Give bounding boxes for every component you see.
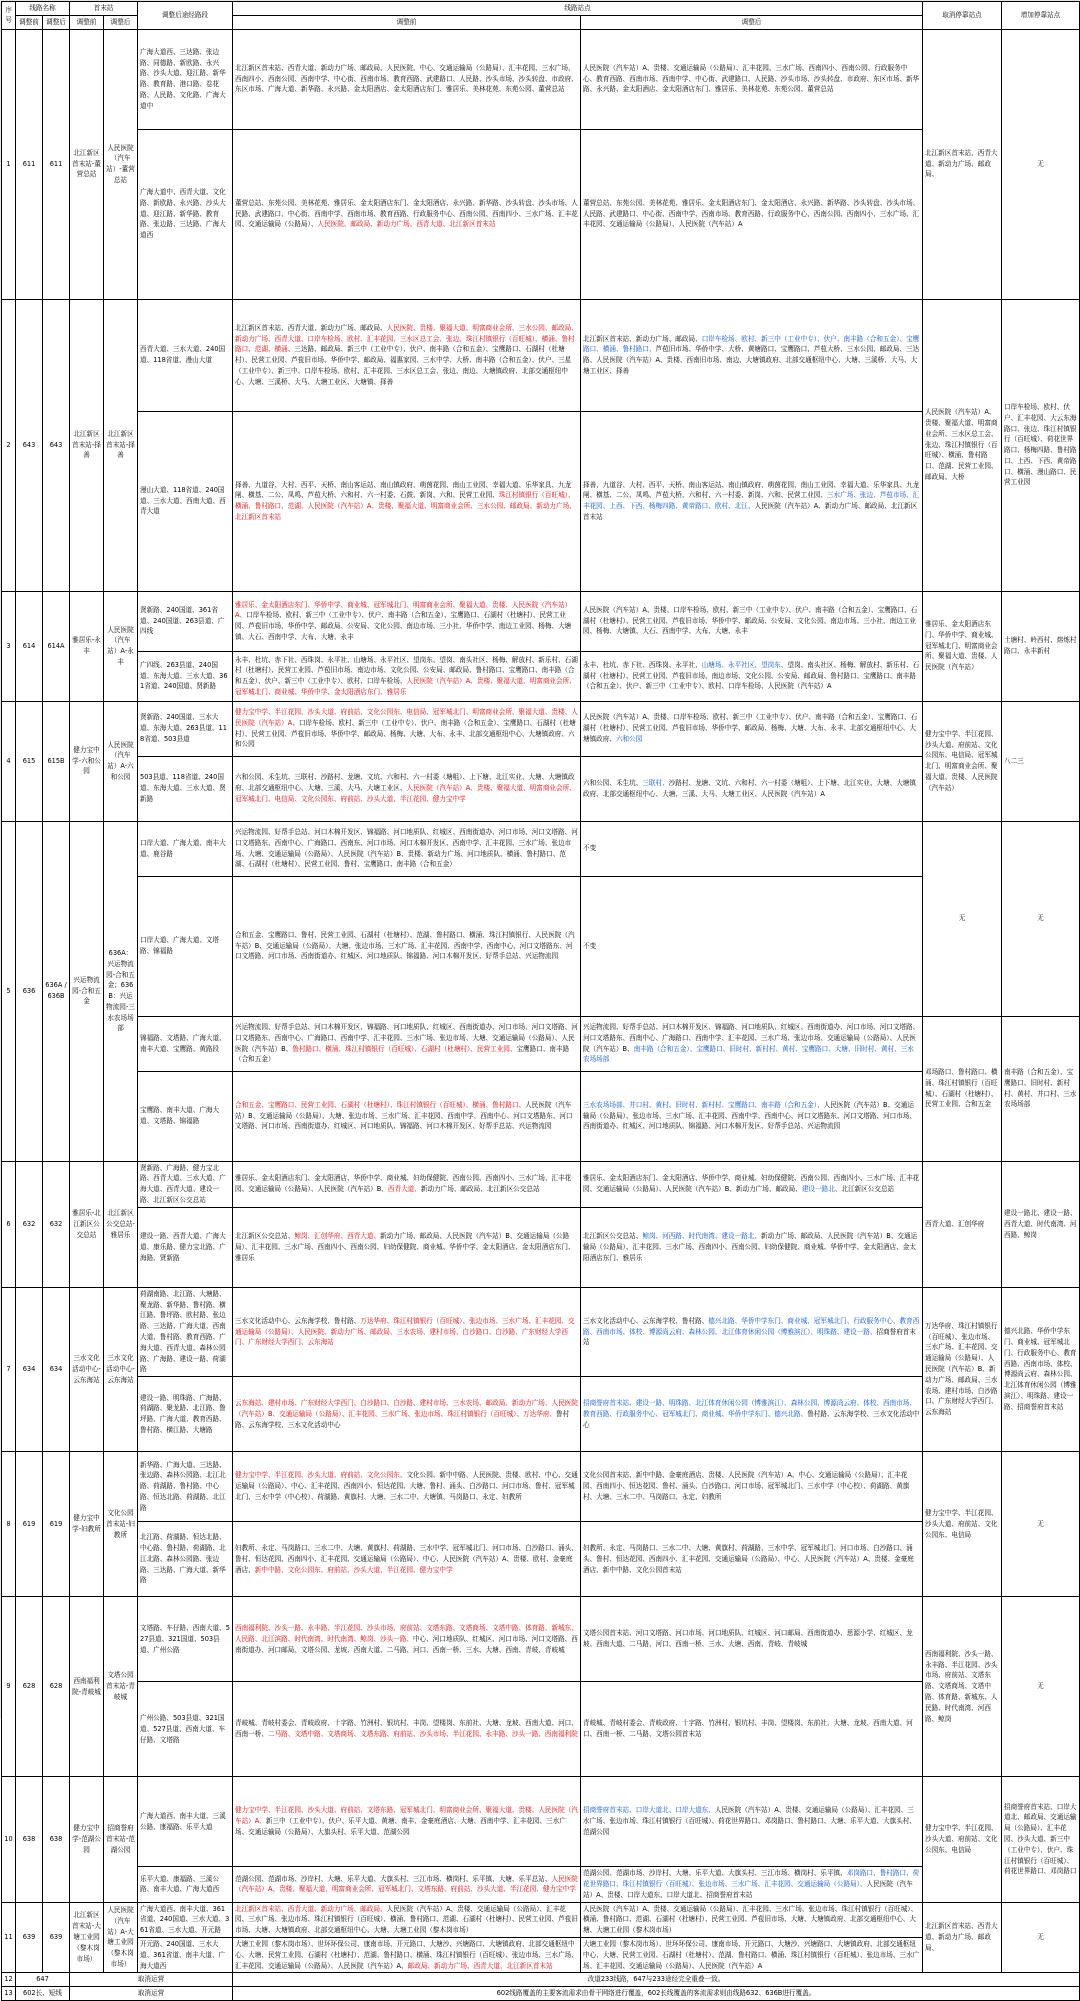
header-terminal-before: 调整前 (70, 15, 104, 29)
stop-run: 雅居乐、金太阳酒店东门、金太阳酒店、华侨中学、商业城、妇幼保健院、西南公园、西南四小、三水广场、汇丰花园、交通运输局（公路局）、人民医院（汽车站）B、 (235, 1174, 572, 1194)
stops-after (581, 411, 923, 591)
header-stops: 线路站点 (233, 2, 923, 16)
table-row (2, 756, 1080, 821)
route-segments: 口岸大道、广海大道、南丰大道、鹿谷路 (138, 821, 233, 876)
stop-run: 三联村、 (642, 778, 669, 787)
stop-run: 人民医院（汽车站）B、交通运输局（公路局）、张边市场、三水广场、汇丰花园、西南中学、西南中心、河口文塔路东、河口文塔路、河口市场、西南街道办、红城区、河口地质队、锦福路、河口木棉开发区、好帮手总站、兴运物流园 (583, 1100, 916, 1131)
stop-run: 南丰路（合和五金）、宝鹰路口、旧时村、新村村、黄村、宝鹰路口、大塘、旧时村、黄村、三水农场场部 (583, 1044, 914, 1064)
stop-run: 、北江新区公交总站 (834, 1185, 895, 1194)
stop-run: 大塘工业园（黎木岗市场）、世环环保公司、康南市场、开元路口、大塘沙、兴塘路口、大塘镇政府、北部交通枢纽中心、大塘、民营工业园、石湖村（杜塘村）、范湖、鲁村路口、横涌、珠江村镇银行（百旺城）、张边市场、三水广场、汇丰花园、交通运输局（公路局）、人民医院（汽车站）A (583, 1939, 920, 1970)
line-after: 615B (43, 701, 70, 821)
line-note: 改道233线路，647与233途经完全重叠一致。 (233, 1973, 1080, 1987)
cancel-stops: 无 (923, 821, 1002, 1016)
stop-run: 邮政局、新动力广场、西青大道、北江新区首末站 (407, 1961, 553, 1970)
stops-before (233, 1452, 581, 1522)
route-segments: 北江路、荷湖路、恒达北路、中心路、鲁村路、荷湖路、北江北路、森林公园路、张边路、三达路、广海大道、新华路 (138, 1522, 233, 1597)
cancel-stops: 北江新区首末站、西青大道、新动力广场、邮政局、 (923, 29, 1002, 299)
route-segments: 荷湖南路、北江路、大塘路、聚龙路、新华路、鲁村路、横江路、鲁坪路、欧村路、张边路、三达路、广海大道、西南大道、鲁村路、教育西路、广海大道、西青大道、森林公园路、广海路、建设一路、荷湖路 (138, 1287, 233, 1376)
row-seq: 3 (2, 591, 16, 701)
stops-after (581, 129, 923, 299)
line-before: 628 (16, 1597, 43, 1777)
cancel-stops: 北江新区首末站、西青大道、新动力广场、邮政局、 (923, 1902, 1002, 1973)
route-segments: 广海大道西、南丰大道、361省道、240国道、三水大道、361省道、三水大道、开元路 (138, 1902, 233, 1937)
line-after: 632 (43, 1161, 70, 1287)
stops-after (581, 821, 923, 876)
stops-after (581, 1522, 923, 1597)
add-stops: 无 (1002, 29, 1080, 299)
route-segments: 广海大道中、西青大道、文化路、新欧路、永兴路、沙头大道、迎江路、新华路、教育路、张边路、三达路、广海大道西 (138, 129, 233, 299)
stop-run: 望岗、南头社区、杨梅、解放村、新乐村、石湖村（杜塘村）、民营工业园、芦苞旧市场、南边市场、文化公园、公安局、邮政局、鲁村路口、宝鹰路口、南丰路（合和五金）、伏户、新三中（工业中专）、欧村、口岸车检场、人民医院（汽车站）A (583, 660, 920, 691)
terminal-before: 健力宝中学-范湖公园 (70, 1777, 104, 1902)
table-row (2, 1973, 1080, 1987)
stop-run: 合和五金、宝鹰路口、鲁村、民营工业园、石湖村（杜塘村）、范湖、鲁村路口、横涌、珠江村镇银行、人民医院（汽车站）B、交通运输局（公路局）、大塘、张边市场、三水广场、汇丰花园、西南中学、西南中心、河口文塔路东、河口文塔路、河口市场、西南街道办、红城区、河口地质队、锦福路、河口木棉开发区、好帮手总站、兴运物流园 (235, 930, 575, 961)
stops-after (581, 1867, 923, 1902)
line-before: 639 (16, 1902, 43, 1973)
stop-run: 新动力广场、邮政局、北江新区公交总站 (420, 1185, 540, 1194)
stop-run: 人民医院、中心、交通运输局（公路局）、汇丰花园、三水广场、西南四小、西南公园、西南中学、中心街、西南市场、教育西路、武建路口、人民路、沙头市场、沙头转盘、市政府、东区市场、广海大道、新华路、永兴路、金太阳酒店、金太阳酒店东门、雅居乐、美林花苑、东苑公园、董营总站 (235, 63, 578, 94)
stop-run: 妇教所、永定、马岗路口、三水二中、大塘、黄旗村、荷湖路、三水中学、冠军城北门、河口市场、白沙路口、涌头、鲁村、恒达花园、西南四小、汇丰花园、交通运输局（公路局）、中心、人民医院（汽车站）A、贵楼、金豪庭酒店、新中中路、文化公园首末站 (583, 1543, 914, 1574)
route-segments: 贤新路、240国道、三水大道、东海大道、263县道、118省道、503县道 (138, 701, 233, 756)
stop-run: 人民医院（汽车站）A、贵楼、交通运输局（公路局）、汇丰花园、三水广场、张边市场、珠江村镇银行（百旺城）、横涌、鲁村路口、范湖、石湖村（杜塘村）、民营工业园、芦苞旧市场、大塘、大塘镇政府、北部交通枢纽中心、大塘、大塘工业园（黎木岗市场） (235, 1904, 578, 1935)
add-stops: 南丰路（合和五金）、宝鹰路口、旧时村、新村村、黄村、井口村、三水农场场部 (1002, 1016, 1080, 1161)
row-seq: 8 (2, 1452, 16, 1597)
terminal-after: 人民医院（汽车站）A-六和公园 (104, 701, 138, 821)
add-stops: 口岸车检场、欧村、伏户、汇丰花园、大云东海路口、张边、珠江村镇银行（百旺城）、荷花世界路口、杨梅四路、鲁村路口、上西、下西、黄帝路口、横涌、漫山路口、民营工业园 (1002, 299, 1080, 591)
table-row (2, 821, 1080, 876)
stop-run: 人民医院（汽车站）A、贵楼、聚福大道、明富商业会所、冠军城北门、文塔东路、府前站、沙头大道、半江花园、健力宝中学 (235, 1874, 578, 1894)
stop-run: 芦苞旧市场、华侨中学、大桥、黄塘路口、宝鹰路口、芦苞大桥、三水公园、邮政局、三达路、人民医院（汽车站）A、贵楼、西南旧市场、南边、大塘镇政府、北部交通枢纽中心、大塘、三溪桥、大马、大塘工业区、择善 (583, 345, 920, 375)
stops-after (581, 299, 923, 411)
stops-before (233, 1867, 581, 1902)
terminal-after: 人民医院（汽车站）A-大塘工业园（黎木岗市场） (104, 1902, 138, 1973)
route-segments: 贤新路、240国道、361省道、240国道、263县道、广四线 (138, 591, 233, 651)
stop-run: 北江新区首末站、新动力广场、邮政局、 (583, 334, 702, 343)
terminal-after: 北江新区首末站-择善 (104, 299, 138, 591)
stop-run: 中心、河口地质队、红城区、河口市场、河口文塔路、西南街道办、河口邮局、文塔公园、龙坡、西南大道、二马路、河口、西南一桥、三水、大塘、西南、青岐、青岐城 (235, 1634, 578, 1654)
cancel-stops: 健力宝中学、半江花园、沙头大道、府前站、文化公园东、电信局、冠军城北门、明富商业会所、聚福大道、贵楼、人民医院（汽车站） (923, 701, 1002, 821)
stop-run: 人民医院（汽车站）A、贵楼、聚福大道、明富商业会所、冠军城北门、商业城、华侨中学、金太阳酒店东门、雅居乐 (235, 677, 576, 696)
stop-run: 文化公园首末站、新中中路、金豪庭酒店、贵楼、人民医院（汽车站）A、中心、交通运输局（公路局）、汇丰花园、西南四小、恒达花园、鲁村、涌头、白沙路口、河口市场、冠军城北门、三水中学（中心校）、荷湖路、黄旗村、大塘、三水二中、马岗路口、永定、妇教所 (583, 1471, 910, 1502)
add-stops: 无 (1002, 1452, 1080, 1597)
stops-after (581, 1071, 923, 1161)
add-stops: 土塘村、岭西村、熔炼村路口、永丰新村 (1002, 591, 1080, 701)
header-add: 增加停靠站点 (1002, 2, 1080, 30)
route-segments: 建设一路、明珠路、广海路、荷湖路、聚龙路、北江路、鲁坪路、广海大道、教育西路、鲁村路、横江路、大塘路 (138, 1377, 233, 1452)
stop-run: 西南福利院、沙头一路、永丰路、半江花园、沙头市场、府前站、文塔东路、文塔商场、文塔中路、体育路、新城东、人民路、北江滨路、时代南湾、时代南湾、鲸岗、沙头一路、 (235, 1623, 578, 1643)
stops-after (581, 1597, 923, 1682)
stop-run: 山塘场、永平社区、望岗东、 (701, 660, 788, 669)
stop-run: 德兴北路、华侨中学东门、商业城、冠军城北门、行政服务中心、教育西路、西南市场、体校、博源尚云府、森林公园、北江体育休闲公园（博雅滨江）、明珠路、建设一路、 (583, 1316, 920, 1336)
stop-run: 西青大道、 (387, 1185, 421, 1194)
add-stops: 德兴北路、华侨中学东门、商业城、冠军城北门、行政服务中心、教育西路、西南市场、体校、博源尚云府、森林公园、北江体育休闲公园（博雅滨江）、明珠路、建设一路、招商誉府首末站 (1002, 1287, 1080, 1451)
stop-run: 北江新区首末站、西青大道、新动力广场、邮政局、 (235, 323, 387, 332)
route-segments: 乐平大道、康福路、三溪公路、南丰大道、广海大道西 (138, 1867, 233, 1902)
stops-after (581, 1377, 923, 1452)
line-before: 611 (16, 29, 43, 299)
stop-run: 不变 (583, 941, 597, 950)
line-note: 602线路覆盖的主要客流需求由骨干网络进行覆盖，602长线覆盖的客流需求则由线路632、636B进行覆盖。 (233, 1987, 1080, 2001)
terminal-after: 招商誉府首末站-范湖公园 (104, 1777, 138, 1902)
stops-after (581, 756, 923, 821)
terminal-before: 健力宝中学-六和公园 (70, 701, 104, 821)
terminal-after: 文化公园首末站-妇教所 (104, 1452, 138, 1597)
row-seq: 1 (2, 29, 16, 299)
stop-run: 范湖公园、范湖市场、沙岸村、大塘、乐平大道、大旗头村、三江市场、横岗村、乐平镇、 (583, 1869, 847, 1878)
stop-run: 三水农场场部、井口村、黄村、旧时村、新村村、宝鹰路口、南丰路（合和五金）、 (583, 1100, 824, 1109)
terminal-after: 北江新区公交总站-雅居乐 (104, 1161, 138, 1287)
stops-before (233, 1377, 581, 1452)
stop-run: 三水文化活动中心、云东海学校、鲁村路、 (583, 1316, 709, 1325)
stop-run: 北江新区首末站、西青大道、新动力广场、邮政局、 (235, 1904, 387, 1913)
line-before: 632 (16, 1161, 43, 1287)
table-row (2, 411, 1080, 591)
line-before: 602长、短线 (16, 1987, 70, 2001)
stop-run: 珠江村镇银行（百旺城）、横涌、鲁村路口、范湖、人民医院（汽车站）A、贵楼、聚福大道、明富商业会所、三水公园、邮政局、新动力广场、北江新区首末站 (235, 491, 576, 521)
stops-after (581, 29, 923, 129)
header-line-name: 线路名称 (16, 2, 70, 16)
table-row (2, 1867, 1080, 1902)
stop-run: 新动力广场、邮政局、人民医院（汽车站）B、交通运输局（公路局）、汇丰花园、三水广场、西南四小、西南公园、妇幼保健院、商业城、华侨中学、金太阳酒店、金太阳酒店东门、雅居乐 (235, 1232, 575, 1262)
stops-before (233, 1597, 581, 1682)
route-segments: 503县道、118省道、240国道、东海大道、三水大道、贤新路 (138, 756, 233, 821)
stop-run: 口岸车检场、欧村、新三中（工业中专）、伏户、南丰路（合和五金）、宝鹰路口、横涌、鲁村路口、 (583, 334, 920, 354)
route-segments: 锦福路、文塔路、广海大道、南丰大道、宝鹰路、黄路段 (138, 1016, 233, 1071)
line-before: 634 (16, 1287, 43, 1451)
stops-before (233, 299, 581, 411)
header-terminal: 首末站 (70, 2, 138, 16)
table-row (2, 1902, 1080, 1937)
table-row (2, 1377, 1080, 1452)
table-row (2, 1016, 1080, 1071)
stop-run: 文化公园、新中中路、人民医院、贵楼、欧村、中心、交通运输局（公路局）、中心、汇丰花园、西南四小、恒达花园、大塘、鲁村、涌头、白沙路口、河口市场、鲁村、冠军城北门、三水中学（中心校）、荷湖路、黄旗村、大塘、三水二中、大塘镇、马岗路口、永定、妇教所 (235, 1471, 578, 1502)
row-seq: 11 (2, 1902, 16, 1973)
row-seq: 7 (2, 1287, 16, 1451)
header-stops-after: 调整后 (581, 15, 923, 29)
line-before: 647 (16, 1973, 70, 1987)
stop-run: 邓岗路口、鲁村路口、荷花世界路口、珠江村镇银行（百旺城）、张边市场、三水广场、汇丰花园、交通运输局（公路局）、 (583, 1869, 920, 1888)
line-after: 638 (43, 1777, 70, 1902)
stop-run: 招商誉府首末站、建设一路、明珠路、北江体育休闲公园（博雅滨江）、森林公园、博源尚云府、体校、西南市场、教育西路、行政服务中心、冠军城北门、商业城、华侨中学东门、德兴北路、 (583, 1398, 916, 1418)
add-stops: 招商誉府首末站、口岸大道北、邮政局、交通运输局（公路局）、汇丰花园、沙头大道、新三中（工业中专）、伏户、珠江村镇银行（百旺城）、荷花世界路口、邓岗路口 (1002, 1777, 1080, 1902)
stops-after (581, 876, 923, 1016)
stop-run: 三水文化活动中心、云东海学校、鲁村路、 (235, 1316, 361, 1325)
stop-run: 人民医院（汽车站）A、贵楼、口岸车检场、欧村、新三中（工业中专）、伏户、南丰路（合和五金）、宝鹰路口、石湖村（杜塘村）、民营工业园、芦苞旧市场、华侨中学、邮政局、公安局、文化公园、南边市场、三小社、南边工业园、杨梅、大塘镇、大石、西南中学、大布、大塘、永丰 (583, 605, 918, 636)
cancel-stops: 雅居乐、金太阳酒店东门、华侨中学、商业城、冠军城北门、明富商业会所、聚福大道、贵楼、人民医院（汽车站） (923, 591, 1002, 701)
row-seq: 5 (2, 821, 16, 1161)
cancel-stops: 健力宝中学、半江花园、沙头大道、府前站、文化公园东、电信局 (923, 1452, 1002, 1597)
route-segments: 贤新路、广海路、健力宝北路、西青大道、三水大道、广海大道、西青大道、建设一路、北江新区公交总站 (138, 1161, 233, 1207)
header-route-after: 调整后途经路段 (138, 2, 233, 30)
table-row (2, 651, 1080, 701)
stop-run: 青岐城、青岐村委会、青岐政府、十字路、竹洲村、银坑村、丰岗、望楼岗、东前社、大塘、龙坡、西南大道、河口、西南一桥、二马路、文塔公园首末站 (583, 1719, 913, 1739)
stop-run: 人民医院、贵楼、聚福大道、明富商业会所、三水公园、邮政局、新动力广场、西青大道、口岸车检场、欧村、汇丰花园、三水区总工会、张边、珠江村镇银行（百旺城）、横涌、鲁村路口、范湖、横涌 (235, 323, 578, 354)
line-status: 取消运营 (70, 1973, 233, 1987)
stop-run: 兴运物流园、好帮手总站、河口木棉开发区、锦福路、河口地质队、红城区、西南街道办、河口市场、河口文塔路、河口文塔路东、西南中心、广海路口、西南中学、汇丰花园、三水广场、张边市场、交通运输局（公路局）、人民医院（汽车站）B、 (583, 1023, 920, 1053)
stop-run: 兴运物流园、好帮手总站、河口木棉开发区、锦福路、河口地质队、红城区、西南街道办、河口市场、河口文塔路、河口文塔路东、西南中心、广海路口、西南中学、汇丰花园、三水广场、张边市场、大塘、交通运输局（公路局）、人民医院（汽车站）B、 (235, 1023, 578, 1053)
line-after: 614A (43, 591, 70, 701)
row-seq: 12 (2, 1973, 16, 1987)
stop-run: 人民医院（汽车站）A、贵楼、交通运输局（公路局）、汇丰花园、三水广场、张边市场、珠江村镇银行（百旺城）、荷花世界路口、邓岗路口、鲁村路口、大塘、乐平大道、大旗头村、范湖公园 (583, 1806, 916, 1837)
row-seq: 2 (2, 299, 16, 591)
terminal-before: 北江新区首末站-大塘工业园（黎木岗市场） (70, 1902, 104, 1973)
stop-run: 招商誉府首末站 (583, 1327, 916, 1347)
stops-before (233, 29, 581, 129)
stop-run: 人民医院（汽车站）A、贵楼、口岸大道东、口岸大道北、招商誉府首末站 (583, 1879, 913, 1899)
terminal-before: 三水文化活动中心-云东海站 (70, 1287, 104, 1451)
stops-after (581, 1161, 923, 1207)
stops-before (233, 1071, 581, 1161)
stop-run: 二马路、文塔中路、文塔商场、文塔东路、府前站、沙头市场、半江花园、永丰路、沙头一路、西南福利院 (267, 1730, 578, 1739)
stop-run: 宝鹰路口、南丰路（合和五金） (235, 1044, 570, 1064)
table-row (2, 1522, 1080, 1597)
stop-run: 新三中（工业中专）、伏户、乐平大道、黄塘、南丰、金豪庭酒店、大塘、西南中学、汇丰花园、三水广场、交通运输局（公路局）、大旗头村、乐平大道、范湖公园 (235, 1817, 566, 1837)
stop-run: 、三达路、邮政局、新三中（工业中专）、伏户、南丰路（合和五金）、宝鹰路口、石湖村（杜塘村）、民营工业园、芦苞旧市场、华侨中学、邮政局、福惠家园、三水中学、大桥、南丰路（合和五金）、伏户、三星（工业中专）、新三中、口岸车检场、欧村、汇丰花园、三水区总工会、张边、南边、大塘镇政府、北部交通枢纽中心、大塘、三溪桥、大马、大塘工业区、大塘镇、择善 (235, 345, 572, 386)
line-after: 611 (43, 29, 70, 299)
stop-run: 北江新区公交总站、 (583, 1232, 643, 1241)
table-row (2, 129, 1080, 299)
stops-before (233, 1937, 581, 1972)
stops-before (233, 701, 581, 756)
stop-run: 雅居乐、金太阳酒店东门、华侨中学、商业城、冠军城北门、明富商业会所、聚福大道、贵楼、人民医院（汽车站）A、 (235, 600, 572, 620)
stops-after (581, 1016, 923, 1071)
cancel-stops: 健力宝中学、半江花园、沙头大道、府前站、文化公园东、电信局 (923, 1777, 1002, 1902)
line-after: 628 (43, 1597, 70, 1777)
line-after: 619 (43, 1452, 70, 1597)
add-stops: 八二三 (1002, 701, 1080, 821)
header-stops-before: 调整前 (233, 15, 581, 29)
stop-run: 范湖公园、范湖市场、沙岸村、大塘、乐平大道、大旗头村、三江市场、横岗村、乐平镇、大塘、乐平总站、 (235, 1874, 552, 1883)
table-row (2, 1287, 1080, 1376)
stop-run: 不变 (583, 844, 597, 853)
route-adjustment-table (1, 1, 1080, 2001)
route-segments: 漫山大道、118省道、240国道、三水大道、西南大道、西青大道 (138, 411, 233, 591)
header-terminal-after: 调整后 (104, 15, 138, 29)
table-row (2, 1987, 1080, 2001)
terminal-after: 人民医院（汽车站）-董营总站 (104, 29, 138, 299)
header-cancel: 取消停靠站点 (923, 2, 1002, 30)
stop-run: 鲁村路口、横涌、珠江村镇银行（百旺城）、石湖村（杜塘村）、民营工业园、 (292, 1044, 517, 1053)
stop-run: 董营总站、东苑公园、美林花苑、雅居乐、金太阳酒店东门、金太阳酒店、永兴路、新华路、沙头转盘、沙头市场、人民路、武建路口、中心街、西南中学、西南市场、教育西路、行政服务中心、西南公园、西南四小、三水广场、汇丰花园、交通运输局（公路局）、 (235, 198, 578, 229)
route-segments: 广四线、263县道、240国道、东海大道、三水大道、361省道、240国道、贤新路 (138, 651, 233, 701)
stops-after (581, 1682, 923, 1777)
stops-before (233, 1287, 581, 1376)
line-before: 636 (16, 821, 43, 1161)
stop-run: 新动力广场、邮政局、人民医院（汽车站）B、交通运输局（公路局）、汇丰花园、三水广场、西南四小、西南公园、妇幼保健院、商业城、华侨中学、金太阳酒店、金太阳酒店东门、雅居乐 (583, 1232, 918, 1262)
stop-run: 人民医院、邮政局、新动力广场、西青大道、北江新区首末站 (317, 220, 496, 229)
add-stops: 无 (1002, 1902, 1080, 1973)
stop-run: 妇教所、永定、马岗路口、三水二中、大塘、黄旗村、荷湖路、三水中学、冠军城北门、河口市场、白沙路口、涌头、鲁村、恒达花园、西南四小、汇丰花园、交通运输局（公路局）、中心、人民医院（汽车站）A、贵楼、欧村、金豪庭酒店、 (235, 1543, 578, 1574)
stop-run: 六和公园、禾生坑、 (583, 778, 643, 787)
table-row (2, 1207, 1080, 1287)
stops-before (233, 1777, 581, 1867)
stop-run: 新中中路、文化公园东、府前站、沙头大道、半江花园、健力宝中学 (254, 1565, 453, 1574)
route-segments: 西青大道、三水大道、240国道、118省道、漫山大道 (138, 299, 233, 411)
terminal-before: 健力宝中学-妇教所 (70, 1452, 104, 1597)
terminal-before: 雅居乐-北江新区公交总站 (70, 1161, 104, 1287)
add-stops: 建设一路北、建设一路、西青大道、时代南湾、河西路、鲸岗 (1002, 1161, 1080, 1287)
table-row (2, 29, 1080, 129)
stop-run: 鲸岗、河西路、时代南湾、建设一路北、 (642, 1232, 762, 1241)
stop-run: 永丰、杜坑、赤下社、西珠岗、永平社、山塘场、永平社区、望岗东、望岗、南头社区、杨梅、解放村、新乐村、石湖村（杜塘村）、民营工业园、芦苞旧市场、南边市场、文化公园、公安局、邮政局、鲁村路口、宝鹰路口、南丰路（合和五金）、伏户、新三中（工业中专）、欧村、口岸车检场、 (235, 655, 578, 686)
table-row (2, 1597, 1080, 1682)
stop-run: 董营总站、东苑公园、美林花苑、雅居乐、金太阳酒店东门、金太阳酒店、永兴路、新华路、沙头转盘、沙头市场、人民路、武建路口、中心街、西南中学、西南市场、教育西路、行政服务中心、西南公园、西南四小、三水广场、汇丰花园、交通运输局（公路局）、人民医院（汽车站）A (583, 198, 920, 229)
row-seq: 9 (2, 1597, 16, 1777)
stops-after (581, 701, 923, 756)
table-row (2, 591, 1080, 651)
stop-run: 健力宝中学、半江花园、沙头大道、府前站、文化公园东、 (235, 1471, 407, 1480)
stop-run: 口岸车检场、欧村、新三中（工业中专）、伏户、南丰路（合和五金）、宝鹰路口、石湖村（杜塘村）、民营工业园、芦苞旧市场、华侨中学、邮政局、公安局、文化公园、南边市场、三小社、华侨中学、南边工业园、杨梅、大塘镇、大石、西南中学、大布、大塘、永丰 (235, 611, 572, 641)
route-segments: 广海大道西、三达路、张边路、同德路、新欧路、永兴路、沙头大道、迎江路、新华路、教育路、港口路、卷花路、人民路、文化路、广海大道中 (138, 29, 233, 129)
terminal-before: 雅居乐-永丰 (70, 591, 104, 701)
terminal-after: 文塔公园首末站-青岐城 (104, 1597, 138, 1777)
stop-run: 人民医院（汽车站）A、贵楼、聚福大道、明富商业会所、冠军城北门、电信局、文化公园东、府前站、沙头大道、半江花园、健力宝中学 (235, 784, 576, 803)
stop-run: 六和公园、禾生坑、三联村、沙路村、龙塘、文坑、六和村、六一村委（塘咀）、上下塘、北江实业、大塘、大塘镇政府、北部交通枢纽中心、大塘、三溪、大马、大塘工业区、 (235, 773, 575, 793)
stop-run: 三水广场、张边、芦苞市场、汇丰花园、上西、下西、杨梅四路、黄帝路口、欧村、北江、 (583, 491, 920, 511)
line-after: 634 (43, 1287, 70, 1451)
terminal-after: 人民医院（汽车站）A-永丰 (104, 591, 138, 701)
header-line-before: 调整前 (16, 15, 43, 29)
stops-before (233, 1207, 581, 1287)
header-row-1 (2, 2, 1080, 16)
terminal-before: 西南福利院-青岐城 (70, 1597, 104, 1777)
stops-after (581, 1902, 923, 1937)
table-row (2, 1161, 1080, 1207)
line-after: 636A / 636B (43, 821, 70, 1161)
stops-after (581, 651, 923, 701)
header-seq: 序号 (2, 2, 16, 30)
route-segments: 文塔路、车仔路、西南大道、527县道、321国道、503县道、广州公路 (138, 1597, 233, 1682)
terminal-before: 兴运物流园-合和五金 (70, 821, 104, 1161)
stop-run: 雅居乐、金太阳酒店东门、金太阳酒店、华侨中学、商业城、妇幼保健院、西南公园、西南四小、三水广场、汇丰花园、交通运输局（公路局）、人民医院（汽车站）B、新动力广场、邮政局、 (583, 1174, 920, 1194)
stop-run: 六和公园 (615, 734, 643, 743)
stop-run: 建设一路北 (801, 1185, 835, 1194)
line-after: 639 (43, 1902, 70, 1973)
row-seq: 13 (2, 1987, 16, 2001)
route-segments: 开元路、240国道、三水大道、361省道、南丰大道、广海大道西 (138, 1937, 233, 1972)
line-before: 638 (16, 1777, 43, 1902)
stops-before (233, 1522, 581, 1597)
stop-run: 文塔公园首末站、河口文塔路、河口市场、河口地质队、红城区、河口邮局、西南街道办、思源小学、红城区、龙坡、西南大道、二马路、河口、西南一桥、三水、大塘、西南、青岐、青岐城 (583, 1629, 913, 1649)
stop-run: 择善、九道谷、大村、西平、天桥、南山客运站、南山镇政府、萌茵花园、南山工业园、幸福大道、乐华家具、九龙闸、横基、二公、凤鸣、芦苞大桥、六和村、六一村委、石鼓、新岗、六和、民营工业园、 (235, 480, 572, 500)
line-before: 614 (16, 591, 43, 701)
stop-run: 招商誉府首末站、口岸大道北、口岸大道东、 (583, 1806, 715, 1815)
table-row (2, 701, 1080, 756)
stop-run: 口岸车检场、欧村、新三中（工业中专）、伏户、南丰路（合和五金）、宝鹰路口、石湖村（杜塘村）、民营工业园、芦苞旧市场、华侨中学、邮政局、杨梅、大塘、大布、永丰、北部交通枢纽中心、大塘镇政府、六和公园 (235, 718, 576, 749)
stops-before (233, 821, 581, 876)
stop-run: 沙路村、龙塘、文坑、六和村、六一村委（塘咀）、上下塘、北江实业、大塘、大塘镇政府、北部交通枢纽中心、大塘、三溪、大马、大塘工业区、人民医院（汽车站）A (583, 778, 916, 798)
stop-run: 大塘工业园（黎木岗市场）、世环环保公司、康南市场、开元路口、大塘沙、兴塘路口、大塘镇政府、北部交通枢纽中心、大塘、民营工业园、石湖村（杜塘村）、范湖、鲁村路口、横涌、珠江村镇银行（百旺城）、张边市场、三水广场、汇丰花园、交通运输局（公路局）、人民医院（汽车站）A、 (235, 1939, 578, 1970)
stops-before (233, 756, 581, 821)
line-before: 619 (16, 1452, 43, 1597)
add-stops: 无 (1002, 1597, 1080, 1777)
table-row (2, 1452, 1080, 1522)
stop-run: 人民医院（汽车站）A、新动力广场、邮政局、北江新区首末站 (583, 502, 918, 521)
header-line-after: 调整后 (43, 15, 70, 29)
stop-run: 万达华府、珠江村镇银行（百旺城）、张边市场、三水广场、汇丰花园、交通运输局（公路局）、人民医院、新动力广场、邮政局、三水农场、建村市场、白沙路口、白沙路、广东财经大学西门、广东财经大学西门、云东海站 (235, 1316, 575, 1347)
route-segments: 广州公路、503县道、321国道、527县道、西南大道、车仔路、文塔路 (138, 1682, 233, 1777)
route-segments: 口岸大道、广海大道、文塔路、锦福路 (138, 876, 233, 1016)
stops-before (233, 591, 581, 651)
stop-run: 人民医院（汽车站）A、贵楼、口岸车检场、欧村、新三中（工业中专）、伏户、南丰路（合和五金）、宝鹰路口、石湖村（杜塘村）、民营工业园、芦苞旧市场、华侨中学、邮政局、杨梅、大塘、大布、永丰、北部交通枢纽中心、大塘镇政府、 (583, 713, 918, 743)
line-after: 643 (43, 299, 70, 591)
stop-run: 人民医院（汽车站）A、贵楼、交通运输局（公路局）、汇丰花园、三水广场、张边市场、珠江村镇银行（百旺城）、横涌、鲁村路口、范湖、石湖村（杜塘村）、民营工业园、芦苞旧市场、大塘、大塘镇政府、北部交通枢纽中心、大塘、大塘工业园（黎木岗市场） (583, 1904, 918, 1935)
stops-before (233, 129, 581, 299)
stops-after (581, 1937, 923, 1972)
cancel-stops: 西青大道、汇创华府 (923, 1161, 1002, 1287)
stops-after (581, 1287, 923, 1376)
stop-run: 永丰、杜坑、赤下社、西珠岗、永平社、 (583, 660, 702, 669)
terminal-before: 北江新区首末站-择善 (70, 299, 104, 591)
stop-run: 人民医院（汽车站）B、交通运输局（公路局）、大塘、张边市场、三水广场、汇丰花园、西南中学、西南中心、河口文塔路东、河口文塔路、河口市场、西南街道办、红城区、河口地质队、锦福路、河口木棉开发区、好帮手总站、兴运物流园 (235, 1100, 573, 1131)
stop-run: 人民医院（汽车站）A、贵楼、交通运输局（公路局）、汇丰花园、三水广场、西南四小、西南公园、行政服务中心、教育西路、西南市场、西南中学、中心街、武建路口、人民路、沙头市场、沙头转盘、市政府、东区市场、新华路、永兴路、金太阳酒店、金太阳酒店东门、雅居乐、美林花苑、东苑公园、董营总站 (583, 63, 920, 94)
stop-run: 青岐城、青岐村委会、青岐政府、十字路、竹洲村、银坑村、丰岗、望楼岗、东前社、大塘、龙坡、西南大道、河口、西南一桥、 (235, 1719, 578, 1739)
table-row (2, 1682, 1080, 1777)
stops-after (581, 1207, 923, 1287)
cancel-stops: 邓场路口、鲁村路口、横涌、珠江村镇银行（百旺城）、石湖村（杜塘村）、民营工业园、合和五金 (923, 1016, 1002, 1161)
row-seq: 10 (2, 1777, 16, 1902)
stops-before (233, 651, 581, 701)
table-row (2, 1937, 1080, 1972)
cancel-stops: 西南福利院、沙头一路、永丰路、半江花园、沙头市场、府前站、文塔东路、文塔商场、文塔中路、体育路、新城东、人民路、时代南湾、河西路、鲸岗 (923, 1597, 1002, 1777)
route-segments: 新华路、广海大道、三达路、张边路、森林公园路、北江北路、荷湖路、鲁村路、中心路、恒达北路、荷湖路、北江路 (138, 1452, 233, 1522)
stops-before (233, 411, 581, 591)
stop-run: 健力宝中学、半江花园、沙头大道、府前站、文化公园东、电信局、冠军城北门、明富商业会所、聚福大道、贵楼、人民医院（汽车站）A、 (235, 708, 578, 727)
terminal-after: 三水文化活动中心-云东海站 (104, 1287, 138, 1451)
add-stops: 无 (1002, 821, 1080, 1016)
stops-before (233, 1016, 581, 1071)
stop-run: 鲁村路、云东海学校、三水文化活动中心 (583, 1409, 920, 1429)
row-seq: 4 (2, 701, 16, 821)
stops-before (233, 1902, 581, 1937)
stop-run: 北江新区首末站、西青大道、新动力广场、邮政局、 (235, 63, 387, 72)
stops-after (581, 1777, 923, 1867)
table-row (2, 299, 1080, 411)
stops-after (581, 1452, 923, 1522)
route-segments: 广海大道西、南丰大道、三溪公路、康福路、乐平大道 (138, 1777, 233, 1867)
line-before: 643 (16, 299, 43, 591)
route-segments: 建设一路、西青大道、广海大道、康乐路、健力宝北路、广海路、贤新路 (138, 1207, 233, 1287)
stop-run: 合和五金、宝鹰路口、民营工业园、石湖村（杜塘村）、珠江村镇银行（百旺城）、横涌、鲁村路口、 (235, 1100, 526, 1109)
stops-before (233, 1682, 581, 1777)
stop-run: 云东海站、建村市场、广东财经大学西门、白沙路口、白沙路、建村市场、三水农场、邮政局、新动力广场、人民医院（汽车站）B、交通运输局（公路局）、汇丰花园、三水广场、张边市场、珠江村镇银行（百旺城）、万达华府、 (235, 1398, 578, 1418)
stop-run: 鲸岗、汇创华府、西青大道、 (294, 1232, 381, 1241)
cancel-stops: 万达华府、珠江村镇银行（百旺城）、张边市场、三水广场、汇丰花园、交通运输局（公路局）、人民医院（汽车站）B、新动力广场、邮政局、三水农场、建村市场、白沙路口、广东财经大学西门、云东海站 (923, 1287, 1002, 1451)
route-segments: 宝鹰路、南丰大道、广海大道、文塔路、锦福路 (138, 1071, 233, 1161)
row-seq: 6 (2, 1161, 16, 1287)
stop-run: 择善、九道谷、大村、西平、天桥、南山客运站、南山镇政府、萌茵花园、南山工业园、幸福大道、乐华家具、九龙闸、横基、二公、凤鸣、芦苞大桥、六和村、六一村委、新岗、六和、民营工业园、 (583, 480, 920, 500)
stops-before (233, 1161, 581, 1207)
stops-after (581, 591, 923, 651)
stop-run: 北江新区公交总站、 (235, 1232, 295, 1241)
cancel-stops: 人民医院（汽车站）A、贵楼、聚福大道、明富商业会所、三水区总工会、张边、珠江村镇银行（百旺城）、横涌、鲁村路口、范湖、民营工业园、邮政局、大桥 (923, 299, 1002, 591)
line-status: 取消运营 (70, 1987, 233, 2001)
stop-run: 鲁村路、云东海学校、三水文化活动中心 (235, 1409, 570, 1429)
line-before: 615 (16, 701, 43, 821)
table-row (2, 1777, 1080, 1867)
table-row (2, 1071, 1080, 1161)
stops-before (233, 876, 581, 1016)
terminal-before: 北江新区首末站-董营总站 (70, 29, 104, 299)
table-row (2, 876, 1080, 1016)
stop-run: 兴运物流园、好帮手总站、河口木棉开发区、锦福路、河口地质队、红城区、西南街道办、河口市场、河口文塔路、河口文塔路东、西南中心、广海路口、西南东、河口市场、河口木棉开发区、西南中学、汇丰花园、三水广场、张边市场、大塘、交通运输局（公路局）、人民医院（汽车站）B、贵楼、新动力广场、河口地质队、横涌、鲁村路口、范湖、石湖村（杜塘村）、民营工业园、鲁村、宝鹰路口、南丰路（合和五金） (235, 828, 578, 869)
stop-run: 健力宝中学、半江花园、沙头大道、府前站、文塔东路、冠军城北门、明富商业会所、聚福大道、贵楼、人民医院（汽车站）A、 (235, 1806, 578, 1826)
terminal-after: 636A：兴运物流园-合和五金；636B：兴运物流园-三水农场场部 (104, 821, 138, 1161)
